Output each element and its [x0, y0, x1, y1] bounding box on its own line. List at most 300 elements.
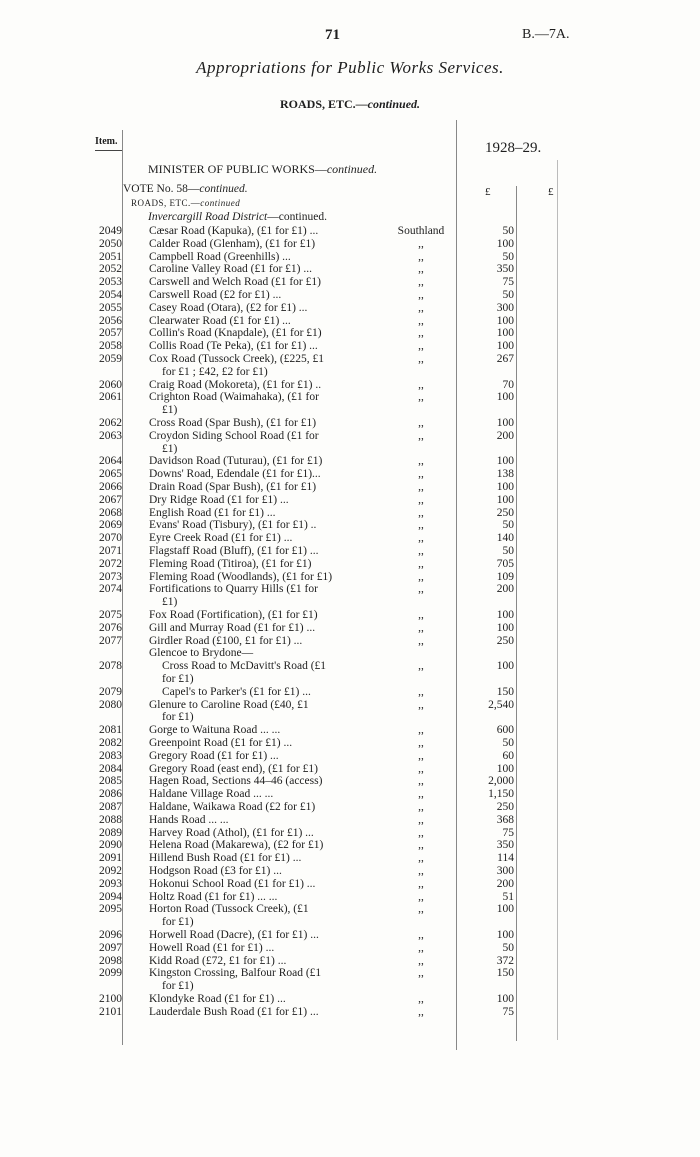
amount: 200: [496, 877, 514, 890]
table-row: [0, 532, 700, 545]
item-number: 2098: [99, 954, 122, 967]
amount: 100: [496, 327, 514, 340]
table-row: [0, 289, 700, 302]
district-location: ,,: [418, 1005, 424, 1018]
item-column-header: Item.: [95, 136, 118, 147]
road-description: Glencoe to Brydone—: [149, 647, 254, 660]
pound-symbol-total: £: [548, 186, 554, 198]
amount: 150: [496, 967, 514, 980]
district-location: ,,: [418, 429, 424, 442]
amount: 350: [496, 839, 514, 852]
table-row: [0, 750, 700, 763]
item-number: 2101: [99, 1005, 122, 1018]
table-row: [0, 967, 700, 980]
district-location: ,,: [418, 826, 424, 839]
description-continuation: £1): [162, 404, 178, 417]
item-number: 2095: [99, 903, 122, 916]
item-number: 2071: [99, 545, 122, 557]
road-description: Hands Road ... ...: [149, 813, 229, 826]
item-number: 2076: [99, 621, 122, 634]
amount: 600: [496, 724, 514, 737]
item-number: 2060: [99, 378, 122, 391]
table-row: [0, 903, 700, 916]
district-location: ,,: [418, 788, 424, 801]
district-location: ,,: [418, 391, 424, 404]
item-number: 2052: [99, 263, 122, 276]
district-location: ,,: [418, 724, 424, 737]
road-description: Cox Road (Tussock Creek), (£225, £1: [149, 353, 324, 365]
table-row: [0, 993, 700, 1006]
road-description: Casey Road (Otara), (£2 for £1) ...: [149, 301, 308, 314]
district-location: ,,: [418, 749, 424, 762]
amount: 109: [496, 570, 514, 583]
district-location: ,,: [418, 378, 424, 391]
table-row: [0, 238, 700, 251]
road-description: Horton Road (Tussock Creek), (£1: [149, 903, 309, 916]
district-location: ,,: [418, 506, 424, 519]
item-number: 2093: [99, 877, 122, 890]
amount: 138: [496, 468, 514, 481]
road-description: Evans' Road (Tisbury), (£1 for £1) ..: [149, 519, 317, 532]
table-row: [0, 494, 700, 507]
table-row: [0, 737, 700, 750]
item-number: 2061: [99, 391, 122, 404]
table-row: [0, 647, 700, 660]
road-description: Fox Road (Fortification), (£1 for £1): [149, 609, 318, 621]
table-row: [0, 788, 700, 801]
item-number: 2100: [99, 993, 122, 1005]
table-row: [0, 839, 700, 852]
amount: 705: [496, 557, 514, 570]
table-row: [0, 865, 700, 878]
roads-subheading-continued: continued: [200, 198, 241, 208]
item-number: 2097: [99, 941, 122, 954]
road-description: Girdler Road (£100, £1 for £1) ...: [149, 634, 303, 647]
item-number: 2058: [99, 340, 122, 353]
description-continuation: for £1): [162, 980, 194, 993]
vote-heading: [123, 183, 248, 195]
amount: 50: [502, 941, 514, 954]
amount: 50: [502, 289, 514, 301]
amount: 100: [496, 455, 514, 468]
table-row: [0, 481, 700, 494]
item-number: 2094: [99, 890, 122, 903]
item-number: 2064: [99, 455, 122, 468]
amount: 350: [496, 263, 514, 276]
item-number: 2079: [99, 685, 122, 698]
district-location: ,,: [418, 417, 424, 429]
item-number: 2068: [99, 506, 122, 519]
road-description: Helena Road (Makarewa), (£2 for £1): [149, 839, 324, 852]
road-description: Hillend Bush Road (£1 for £1) ...: [149, 852, 302, 865]
road-sub-description: Cross Road to McDavitt's Road (£1: [162, 660, 327, 673]
description-continuation: for £1): [162, 916, 194, 929]
vote-heading-continued: continued.: [199, 183, 248, 195]
item-number: 2057: [99, 327, 122, 340]
table-row: [0, 404, 700, 417]
district-location: ,,: [418, 698, 424, 711]
description-continuation: £1): [162, 596, 178, 609]
table-row: [0, 327, 700, 340]
road-description: Cross Road (Spar Bush), (£1 for £1): [149, 417, 317, 429]
amount: 100: [496, 391, 514, 404]
table-row: [0, 622, 700, 635]
district-heading-name: Invercargill Road District: [148, 211, 268, 223]
district-location: ,,: [418, 660, 424, 673]
item-number: 2069: [99, 519, 122, 532]
amount: 250: [496, 506, 514, 519]
amount: 50: [502, 737, 514, 749]
road-description: Horwell Road (Dacre), (£1 for £1) ...: [149, 929, 319, 941]
road-description: Klondyke Road (£1 for £1) ...: [149, 993, 286, 1005]
road-description: Croydon Siding School Road (£1 for: [149, 429, 319, 442]
amount: 100: [496, 314, 514, 327]
item-number: 2088: [99, 813, 122, 826]
description-continuation: for £1 ; £42, £2 for £1): [162, 365, 268, 378]
district-location: ,,: [418, 493, 424, 506]
table-row: [0, 673, 700, 686]
table-row: [0, 366, 700, 379]
item-number: 2053: [99, 276, 122, 289]
amount: 100: [496, 993, 514, 1005]
district-location: ,,: [418, 941, 424, 954]
vote-heading-main: VOTE No. 58—: [123, 183, 200, 195]
item-number: 2063: [99, 429, 122, 442]
amount: 250: [496, 634, 514, 647]
item-number: 2099: [99, 967, 122, 980]
table-row: [0, 955, 700, 968]
district-location: ,,: [418, 250, 424, 263]
district-location: Southland: [397, 225, 445, 237]
item-number: 2087: [99, 801, 122, 813]
district-location: ,,: [418, 570, 424, 583]
district-location: ,,: [418, 481, 424, 493]
table-row: [0, 468, 700, 481]
amount: 51: [502, 890, 514, 903]
road-description: Hokonui School Road (£1 for £1) ...: [149, 877, 316, 890]
district-heading-continued: —continued.: [267, 211, 327, 223]
district-location: ,,: [418, 621, 424, 634]
amount: 267: [496, 353, 514, 365]
road-description: Hodgson Road (£3 for £1) ...: [149, 865, 282, 877]
amount: 2,540: [488, 698, 514, 711]
table-row: [0, 635, 700, 648]
road-description: Hagen Road, Sections 44–46 (access): [149, 775, 323, 788]
table-row: [0, 814, 700, 827]
road-description: Howell Road (£1 for £1) ...: [149, 941, 275, 954]
district-location: ,,: [418, 903, 424, 916]
road-description: Campbell Road (Greenhills) ...: [149, 250, 291, 263]
description-continuation: for £1): [162, 711, 194, 724]
amount: 372: [496, 954, 514, 967]
road-description: Haldane, Waikawa Road (£2 for £1): [149, 801, 316, 813]
road-description: Harvey Road (Athol), (£1 for £1) ...: [149, 826, 314, 839]
item-number: 2067: [99, 493, 122, 506]
road-description: Glenure to Caroline Road (£40, £1: [149, 698, 309, 711]
district-location: ,,: [418, 954, 424, 967]
road-description: Carswell and Welch Road (£1 for £1): [149, 276, 321, 289]
road-description: Holtz Road (£1 for £1) ... ...: [149, 890, 278, 903]
district-location: ,,: [418, 545, 424, 557]
amount: 100: [496, 621, 514, 634]
table-row: [0, 225, 700, 238]
road-description: Caroline Valley Road (£1 for £1) ...: [149, 263, 312, 276]
minister-heading-main: MINISTER OF PUBLIC WORKS—: [148, 162, 327, 176]
table-row: [0, 801, 700, 814]
item-number: 2054: [99, 289, 122, 301]
table-row: [0, 609, 700, 622]
district-location: ,,: [418, 737, 424, 749]
amount: 100: [496, 903, 514, 916]
district-location: ,,: [418, 852, 424, 865]
road-description: Drain Road (Spar Bush), (£1 for £1): [149, 481, 317, 493]
amount: 100: [496, 237, 514, 250]
road-description: Fleming Road (Titiroa), (£1 for £1): [149, 557, 312, 570]
item-number: 2050: [99, 237, 122, 250]
road-description: Gill and Murray Road (£1 for £1) ...: [149, 621, 316, 634]
amount: 100: [496, 762, 514, 775]
document-reference: B.—7A.: [522, 27, 570, 42]
road-description: Craig Road (Mokoreta), (£1 for £1) ..: [149, 378, 322, 391]
amount: 75: [502, 826, 514, 839]
table-row: [0, 763, 700, 776]
table-row: [0, 276, 700, 289]
district-location: ,,: [418, 519, 424, 532]
year-column-header: 1928–29.: [485, 140, 542, 156]
table-row: [0, 417, 700, 430]
district-location: ,,: [418, 634, 424, 647]
amount: 50: [502, 519, 514, 532]
road-description: Eyre Creek Road (£1 for £1) ...: [149, 532, 293, 545]
road-description: Gorge to Waituna Road ... ...: [149, 724, 281, 737]
table-row: [0, 852, 700, 865]
road-description: Calder Road (Glenham), (£1 for £1): [149, 237, 316, 250]
table-row: [0, 519, 700, 532]
item-number: 2070: [99, 532, 122, 545]
road-description: Gregory Road (£1 for £1) ...: [149, 749, 279, 762]
item-number: 2078: [99, 660, 122, 673]
table-row: [0, 891, 700, 904]
district-location: ,,: [418, 263, 424, 276]
table-row: [0, 430, 700, 443]
amount: 300: [496, 865, 514, 877]
table-row: [0, 558, 700, 571]
district-location: ,,: [418, 762, 424, 775]
item-number: 2085: [99, 775, 122, 788]
table-row: [0, 315, 700, 328]
item-number: 2092: [99, 865, 122, 877]
table-row: [0, 878, 700, 891]
amount: 50: [502, 225, 514, 237]
page-number: 71: [325, 27, 340, 43]
road-description: Davidson Road (Tuturau), (£1 for £1): [149, 455, 323, 468]
amount: 75: [502, 276, 514, 289]
table-row: [0, 724, 700, 737]
table-row: [0, 916, 700, 929]
amount: 50: [502, 250, 514, 263]
table-row: [0, 443, 700, 456]
road-description: Lauderdale Bush Road (£1 for £1) ...: [149, 1005, 319, 1018]
district-location: ,,: [418, 801, 424, 813]
item-number: 2059: [99, 353, 122, 365]
table-row: [0, 596, 700, 609]
road-description: Haldane Village Road ... ...: [149, 788, 274, 801]
road-description: Downs' Road, Edendale (£1 for £1)...: [149, 468, 321, 481]
district-location: ,,: [418, 327, 424, 340]
district-location: ,,: [418, 468, 424, 481]
amount: 60: [502, 749, 514, 762]
table-row: [0, 1006, 700, 1019]
item-number: 2073: [99, 570, 122, 583]
item-number: 2091: [99, 852, 122, 865]
item-number: 2080: [99, 698, 122, 711]
district-location: ,,: [418, 865, 424, 877]
roads-subheading-main: ROADS, ETC.—: [131, 198, 201, 208]
district-location: ,,: [418, 301, 424, 314]
item-number: 2066: [99, 481, 122, 493]
pound-symbol-amount: £: [485, 186, 491, 198]
district-location: ,,: [418, 314, 424, 327]
item-number: 2077: [99, 634, 122, 647]
amount: 100: [496, 340, 514, 353]
district-location: ,,: [418, 890, 424, 903]
district-location: ,,: [418, 340, 424, 353]
amount: 368: [496, 813, 514, 826]
district-location: ,,: [418, 839, 424, 852]
table-row: [0, 711, 700, 724]
item-number: 2075: [99, 609, 122, 621]
road-description: English Road (£1 for £1) ...: [149, 506, 276, 519]
road-description: Carswell Road (£2 for £1) ...: [149, 289, 282, 301]
amount: 100: [496, 417, 514, 429]
road-description: Fortifications to Quarry Hills (£1 for: [149, 583, 318, 596]
road-description: Kingston Crossing, Balfour Road (£1: [149, 967, 322, 980]
district-location: ,,: [418, 993, 424, 1005]
amount: 75: [502, 1005, 514, 1018]
road-description: Crighton Road (Waimahaka), (£1 for: [149, 391, 319, 404]
amount: 140: [496, 532, 514, 545]
item-number: 2081: [99, 724, 122, 737]
table-row: [0, 929, 700, 942]
item-number: 2082: [99, 737, 122, 749]
item-number: 2084: [99, 762, 122, 775]
section-title-main: ROADS, ETC.—: [279, 97, 368, 111]
item-number: 2055: [99, 301, 122, 314]
district-location: ,,: [418, 276, 424, 289]
table-row: [0, 507, 700, 520]
district-location: ,,: [418, 685, 424, 698]
item-number: 2065: [99, 468, 122, 481]
table-row: [0, 391, 700, 404]
road-description: Greenpoint Road (£1 for £1) ...: [149, 737, 293, 749]
district-location: ,,: [418, 289, 424, 301]
table-row: [0, 302, 700, 315]
road-description: Cæsar Road (Kapuka), (£1 for £1) ...: [149, 225, 319, 237]
amount: 100: [496, 481, 514, 493]
table-row: [0, 353, 700, 366]
item-number: 2074: [99, 583, 122, 596]
minister-heading-continued: continued.: [326, 162, 378, 176]
district-location: ,,: [418, 557, 424, 570]
item-number: 2096: [99, 929, 122, 941]
section-title: [0, 97, 700, 112]
amount: 300: [496, 301, 514, 314]
table-row: [0, 827, 700, 840]
road-description: Collin's Road (Knapdale), (£1 for £1): [149, 327, 322, 340]
district-location: ,,: [418, 583, 424, 596]
amount: 100: [496, 660, 514, 673]
item-header-rule: [95, 150, 122, 151]
page-title: Appropriations for Public Works Services.: [196, 58, 504, 77]
amount: 100: [496, 609, 514, 621]
item-number: 2051: [99, 250, 122, 263]
table-row: [0, 379, 700, 392]
district-location: ,,: [418, 532, 424, 545]
district-location: ,,: [418, 455, 424, 468]
road-description: Fleming Road (Woodlands), (£1 for £1): [149, 570, 333, 583]
table-row: [0, 340, 700, 353]
district-location: ,,: [418, 353, 424, 365]
table-row: [0, 942, 700, 955]
table-row: [0, 455, 700, 468]
district-location: ,,: [418, 813, 424, 826]
table-row: [0, 545, 700, 558]
item-number: 2072: [99, 557, 122, 570]
section-title-continued: continued.: [367, 97, 421, 111]
amount: 100: [496, 493, 514, 506]
district-heading: [148, 211, 327, 223]
table-row: [0, 571, 700, 584]
road-description: Collis Road (Te Peka), (£1 for £1) ...: [149, 340, 318, 353]
amount: 1,150: [488, 788, 514, 801]
district-location: ,,: [418, 967, 424, 980]
amount: 200: [496, 429, 514, 442]
minister-heading: [148, 162, 377, 177]
table-row: [0, 699, 700, 712]
item-number: 2083: [99, 749, 122, 762]
amount: 200: [496, 583, 514, 596]
district-location: ,,: [418, 237, 424, 250]
district-location: ,,: [418, 929, 424, 941]
amount: 114: [497, 852, 514, 865]
road-description: Clearwater Road (£1 for £1) ...: [149, 314, 291, 327]
item-number: 2056: [99, 314, 122, 327]
item-number: 2086: [99, 788, 122, 801]
table-row: [0, 775, 700, 788]
district-location: ,,: [418, 877, 424, 890]
road-description: Kidd Road (£72, £1 for £1) ...: [149, 954, 287, 967]
item-number: 2089: [99, 826, 122, 839]
amount: 150: [496, 685, 514, 698]
amount: 2,000: [488, 775, 514, 788]
description-continuation: for £1): [162, 673, 194, 685]
road-description: Dry Ridge Road (£1 for £1) ...: [149, 493, 289, 506]
table-row: [0, 686, 700, 699]
amount: 50: [502, 545, 514, 557]
table-row: [0, 980, 700, 993]
amount: 250: [496, 801, 514, 813]
road-description: Gregory Road (east end), (£1 for £1): [149, 762, 318, 775]
amount: 100: [496, 929, 514, 941]
district-location: ,,: [418, 609, 424, 621]
table-row: [0, 251, 700, 264]
road-sub-description: Capel's to Parker's (£1 for £1) ...: [162, 685, 311, 698]
road-description: Flagstaff Road (Bluff), (£1 for £1) ...: [149, 545, 319, 557]
table-row: [0, 263, 700, 276]
table-row: [0, 660, 700, 673]
district-location: ,,: [418, 775, 424, 788]
amount: 70: [502, 378, 514, 391]
